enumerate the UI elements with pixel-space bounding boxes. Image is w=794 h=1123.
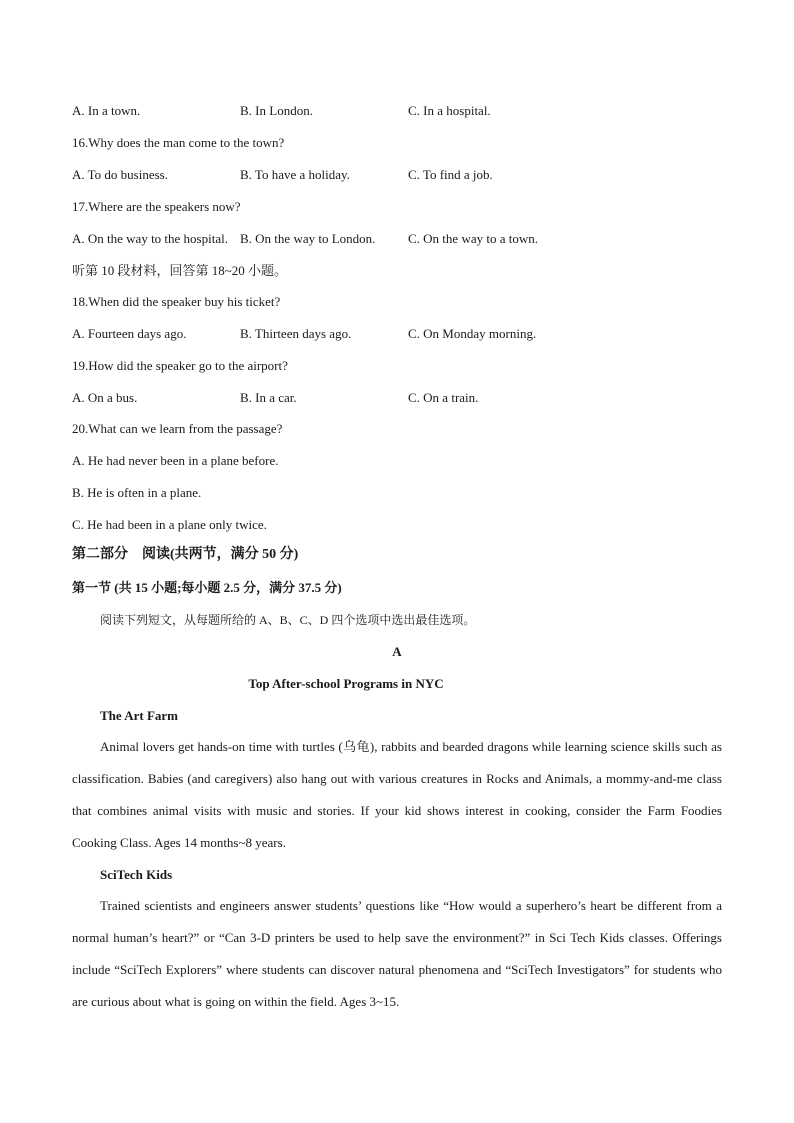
passage-title: Top After-school Programs in NYC: [248, 676, 444, 691]
q16-option-a: A. To do business.: [72, 167, 168, 182]
q20-option-a: A. He had never been in a plane before.: [72, 453, 279, 468]
program-name-art-farm: The Art Farm: [100, 708, 178, 723]
q18-option-a: A. Fourteen days ago.: [72, 326, 187, 341]
q16-option-b: B. To have a holiday.: [240, 167, 350, 182]
q18-option-b: B. Thirteen days ago.: [240, 326, 352, 341]
q17-option-a: A. On the way to the hospital.: [72, 231, 228, 246]
program-text-art-farm: [72, 731, 722, 859]
q18-option-c: C. On Monday morning.: [408, 326, 537, 341]
q15-option-a: A. In a town.: [72, 103, 141, 118]
section-one-title: 第一节 (共 15 小题;每小题 2.5 分，满分 37.5 分): [72, 580, 342, 595]
q19-option-b: B. In a car.: [240, 390, 297, 405]
q20-option-c: C. He had been in a plane only twice.: [72, 517, 267, 532]
q17-question: 17.Where are the speakers now?: [72, 199, 241, 214]
q16-option-c: C. To find a job.: [408, 167, 493, 182]
q16-question: 16.Why does the man come to the town?: [72, 135, 285, 150]
q19-option-c: C. On a train.: [408, 390, 479, 405]
art-farm-paragraph: Animal lovers get hands-on time with turtles (乌龟), rabbits and bearded dragons while learning science skills such as classification. Babies (and caregivers) also hang out with various creatures in Rocks and Animals, a mommy-and-me class that combines animal visits with music and stories. If your kid shows interest in cooking, consider the Farm Foodies Cooking Class. Ages 14 months~8 years.: [72, 739, 722, 850]
program-text-scitech-kids: [72, 890, 722, 1018]
program-name-scitech-kids: SciTech Kids: [100, 867, 173, 882]
q15-option-b: B. In London.: [240, 103, 313, 118]
q18-question: 18.When did the speaker buy his ticket?: [72, 294, 281, 309]
q17-option-b: B. On the way to London.: [240, 231, 376, 246]
material-10-instruction: 听第 10 段材料，回答第 18~20 小题。: [72, 263, 288, 278]
q19-option-a: A. On a bus.: [72, 390, 138, 405]
q17-option-c: C. On the way to a town.: [408, 231, 538, 246]
q20-option-b: B. He is often in a plane.: [72, 485, 202, 500]
q19-question: 19.How did the speaker go to the airport?: [72, 358, 288, 373]
q20-question: 20.What can we learn from the passage?: [72, 421, 283, 436]
passage-letter: A: [392, 644, 402, 659]
q15-option-c: C. In a hospital.: [408, 103, 491, 118]
part-two-title: 第二部分 阅读(共两节，满分 50 分): [72, 547, 299, 562]
scitech-kids-paragraph: Trained scientists and engineers answer students’ questions like “How would a superhero’s heart be different from a normal human’s heart?” or “Can 3-D printers be used to help save the environment?” in Sci Tech Kids classes. Offerings include “SciTech Explorers” where students can discover natural phenomena and “SciTech Investigators” for students who are curious about what is going on within the field. Ages 3~15.: [72, 898, 722, 1009]
reading-instruction: 阅读下列短文，从每题所给的 A、B、C、D 四个选项中选出最佳选项。: [100, 613, 476, 627]
